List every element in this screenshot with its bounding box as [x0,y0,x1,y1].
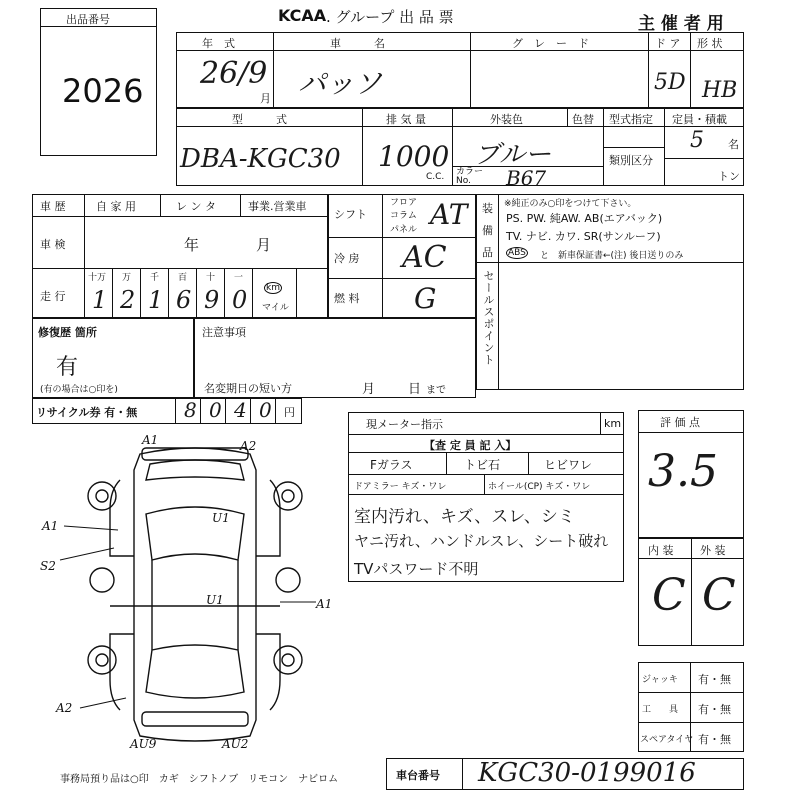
recycle-digit: 0 [209,398,222,422]
capacity-label: 定員・積載 [672,113,727,126]
history-rental: レ ン タ [176,200,216,213]
wheel-label: ホイール(CP) キズ・ワレ [488,482,591,492]
shift-column: コラム [390,211,417,221]
chassis-label: 車台番号 [396,769,440,782]
grade-label: グ レ ー ド [512,37,589,50]
mileage-digit: 0 [232,286,248,314]
keys-note: 事務局預り品は○印 カギ シフトノブ リモコン ナビロム [60,774,339,785]
digit-100k: 十万 [88,273,107,283]
mark-s2: S2 [40,559,56,573]
repair-value: 有 [56,355,79,380]
shape-value: HB [702,78,738,103]
chip-label: トビ石 [464,458,501,472]
score-label: 評 価 点 [660,416,700,429]
interior-label: 内 装 [648,544,674,557]
person-unit: 名 [728,138,739,151]
yen-unit: 円 [284,406,295,419]
color-no-value: B67 [506,166,547,190]
mileage-label: 走 行 [40,290,66,303]
mark-a1-top: A1 [142,433,159,447]
repair-note: (有の場合は○印を) [40,385,118,395]
name-change-label: 名変期日の短い方 [204,382,292,395]
repair-label: 修復歴 箇所 [38,326,97,339]
notes-day: 日 [408,382,422,397]
form-title: . グループ 出 品 票 [326,8,454,26]
lot-label: 出品番号 [66,13,110,26]
exterior-grade: C [702,570,736,621]
mileage-digit: 6 [176,286,192,314]
mileage-digit: 2 [120,286,136,314]
equipment-line3: と 新車保証書←(注) 後日送りのみ [540,251,684,261]
equipment-char: 装 [482,202,493,215]
tool-jack-label: ジャッキ [642,675,678,685]
mileage-digit: 1 [148,286,164,314]
displacement-label: 排 気 量 [386,113,426,126]
class-label: 類別区分 [609,154,653,167]
tool-jack-value: 有・無 [698,673,731,686]
equipment-char: 備 [482,224,493,237]
abs-option: ABS [508,248,526,258]
history-private: 自 家 用 [96,200,136,213]
displacement-value: 1000 [378,140,450,173]
tool-kit-label: 工 具 [642,705,679,715]
mirror-label: ドアミラー キズ・ワレ [354,482,447,492]
mark-a2-bottom: A2 [56,701,73,715]
shift-floor: フロア [390,198,418,208]
mark-au2: AU2 [222,737,249,751]
meter-unit: km [604,417,622,430]
inspection-month-unit: 月 [256,236,272,254]
model-spec-label: 型式指定 [609,113,653,126]
year-month-unit: 月 [260,92,271,105]
recycle-label: リサイクル券 有・無 [36,406,138,419]
mark-au9: AU9 [130,737,157,751]
year-label: 年 式 [202,37,235,50]
lot-number: 2026 [62,72,144,110]
notes-month: 月 [362,382,376,397]
equipment-line2: TV. ナビ. カワ. SR(サンルーフ) [506,230,661,243]
notes-until: まで [426,385,446,396]
cc-unit: C.C. [426,172,445,182]
door-value: 5D [654,70,686,95]
tool-spare-label: スペアタイヤ [640,735,694,745]
glass-label: Fガラス [370,458,413,472]
crack-label: ヒビワレ [544,458,593,472]
color-change-label: 色替 [572,113,594,126]
mile-unit: マイル [262,303,289,313]
equipment-note: ※純正のみ○印をつけて下さい。 [504,199,637,209]
ac-label: 冷 房 [334,252,360,265]
inspection-label: 車 検 [40,238,66,251]
interior-grade: C [652,570,686,621]
shape-label: 形 状 [697,37,723,50]
door-label: ド ア [655,37,681,50]
user-label: 主 催 者 用 [638,14,724,34]
brand-logo: KCAA [278,6,327,25]
mark-a2-top: A2 [240,439,257,453]
name-label: 車 名 [330,37,385,50]
mark-u1-top: U1 [212,511,230,525]
chassis-number: KGC30-0199016 [478,758,696,788]
shift-label: シフト [334,208,367,221]
digit-1k: 千 [150,273,160,283]
mark-a1-left: A1 [42,519,59,533]
notes-label: 注意事項 [202,326,246,339]
tool-kit-value: 有・無 [698,703,731,716]
digit-10k: 万 [122,273,132,283]
equipment-line1: PS. PW. 純AW. AB(エアバック) [506,212,663,225]
comment-line: 室内汚れ、キズ、スレ、シミ [354,507,575,527]
shift-panel: パネル [390,225,418,235]
color-no-label: カラー No. [456,167,484,186]
digit-1: 一 [234,273,244,283]
comment-line: TVパスワード不明 [354,560,479,578]
fuel-label: 燃 料 [334,292,360,305]
car-damage-diagram [30,430,360,760]
model-label: 型 式 [232,113,287,126]
sales-point-label: セールスポイント [482,270,495,366]
km-unit: km [266,283,280,293]
tool-spare-value: 有・無 [698,733,731,746]
car-name-value: パッソ [298,67,383,100]
ac-value: AC [402,240,447,275]
color-value: ブルー [474,140,551,170]
digit-10: 十 [206,273,216,283]
comment-line: ヤニ汚れ、ハンドルスレ、シート破れ [354,532,609,550]
mark-u1-mid: U1 [206,593,224,607]
ton-unit: トン [718,170,740,183]
score-value: 3.5 [648,446,718,497]
mark-a1-right: A1 [316,597,333,611]
digit-100: 百 [178,273,188,283]
exterior-label: 外 装 [700,544,726,557]
year-value: 26/9 [200,56,268,91]
recycle-digit: 0 [259,398,272,422]
recycle-digit: 4 [234,398,247,422]
inspector-label: 【査 定 員 記 入】 [424,439,517,452]
history-label: 車 歴 [40,200,66,213]
capacity-value: 5 [690,128,704,153]
inspection-year-unit: 年 [184,236,200,254]
fuel-value: G [414,282,437,315]
equipment-char: 品 [482,246,493,259]
recycle-digit: 8 [184,398,197,422]
mileage-digit: 1 [92,286,108,314]
history-business: 事業.営業車 [248,200,307,213]
shift-value: AT [430,198,468,231]
model-value: DBA-KGC30 [180,144,341,174]
mileage-digit: 9 [204,286,220,314]
meter-label: 現メーター指示 [366,418,443,431]
car-outline [110,448,280,741]
color-label: 外装色 [490,113,523,126]
